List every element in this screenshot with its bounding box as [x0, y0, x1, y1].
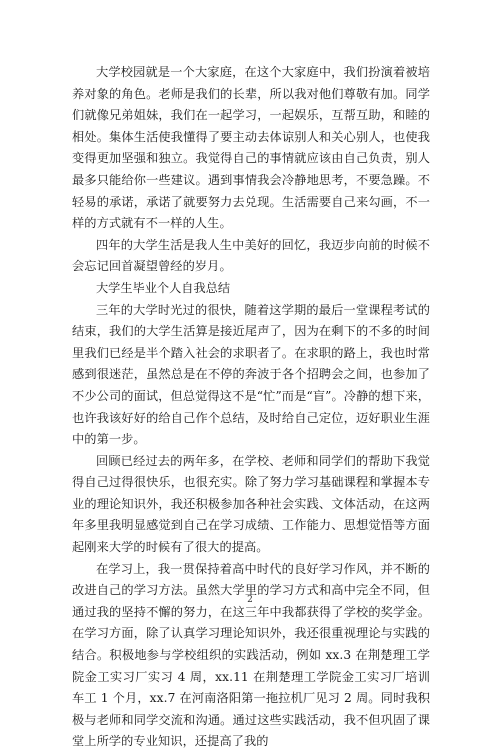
paragraph-review: 回顾已经过去的两年多，在学校、老师和同学们的帮助下我觉得自己过得很快乐，也很充实。除了努力学习基础课程和掌握本专业的理论知识外，我还积极参加各种社会实践、文体活动，在这两年多里我明显感觉到自己在学习成绩、工作能力、思想觉悟等方面起刚来大学的时候有了很大的提高。	[72, 453, 430, 555]
paragraph-four-years: 四年的大学生活是我人生中美好的回忆，我迈步向前的时候不会忘记回首凝望曾经的岁月。	[72, 237, 430, 274]
section-heading: 大学生毕业个人自我总结	[96, 280, 231, 295]
paragraph-three-years: 三年的大学时光过的很快，随着这学期的最后一堂课程考试的结束，我们的大学生活算是接近尾声了，因为在剩下的不多的时间里我们已经是半个踏入社会的求职者了。在求职的路上，我也时常感到很迷茫，虽然总是在不停的奔波于各个招聘会之间，也参加了不少公司的面试，但总觉得这不是“忙”而是“盲”。冷静的想下来，也许我该好好的给自己作个总结，及时给自己定位，迈好职业生涯中的第一步。	[72, 302, 430, 447]
page-number: 2	[247, 595, 253, 605]
paragraph-campus-family: 大学校园就是一个大家庭，在这个大家庭中，我们扮演着被培养对象的角色。老师是我们的长辈，所以我对他们尊敬有加。同学们就像兄弟姐妹，我们在一起学习，一起娱乐，互帮互助，和睦的相处。集体生活使我懂得了要主动去体谅别人和关心别人，也使我变得更加坚强和独立。我觉得自己的事情就应该由自己负责，别人最多只能给你一些建议。遇到事情我会冷静地思考，不要急躁。不轻易的承诺，承诺了就要努力去兑现。生活需要自己来勾画，不一样的方式就有不一样的人生。	[72, 65, 430, 231]
document-body	[72, 62, 430, 753]
paragraph-study: 在学习上，我一贯保持着高中时代的良好学习作风，并不断的改进自己的学习方法。虽然大学里的学习方式和高中完全不同，但通过我的坚持不懈的努力，在这三年中我都获得了学校的奖学金。在学习方面，除了认真学习理论知识外，我还很重视理论与实践的结合。积极地参与学校组织的实践活动，例如 xx.3 在荆楚理工学院金工实习厂实习 4 周，xx.11 在荆楚理工学院金工实习厂培训车工 1 个月，xx.7 在河南洛阳第一拖拉机厂见习 2 周。同时我积极与老师和同学交流和沟通。通过这些实践活动，我不但巩固了课堂上所学的专业知识，还提高了我的	[72, 561, 430, 749]
